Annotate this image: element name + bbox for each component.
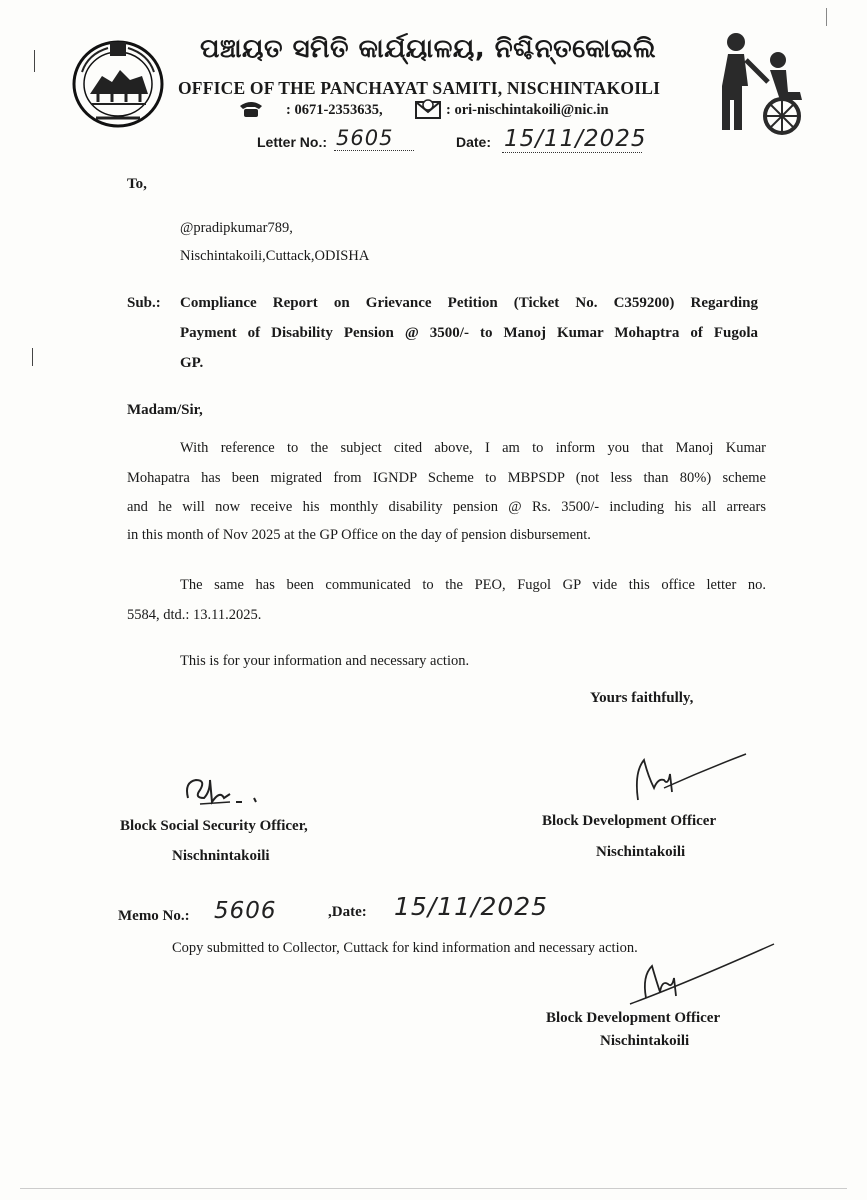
- para2-line2: 5584, dtd.: 13.11.2025.: [127, 607, 262, 623]
- odisha-emblem-icon: [68, 36, 168, 132]
- date-label: Date:: [456, 134, 492, 150]
- para1-line3: and he will now receive his monthly disability pension @ Rs. 3500/- including his all arrears: [127, 499, 766, 515]
- subject-line-1: Compliance Report on Grievance Petition (Ticket No. C359200) Regarding: [180, 295, 758, 311]
- para1-line4: in this month of Nov 2025 at the GP Office on the day of pension disbursement.: [127, 527, 591, 543]
- memo-date-value: 15/11/2025: [394, 892, 549, 921]
- subject-line-3: GP.: [180, 355, 204, 371]
- bdo-place: Nischintakoili: [596, 844, 686, 860]
- bsso-place: Nischnintakoili: [172, 848, 270, 864]
- closing-yours-faithfully: Yours faithfully,: [590, 690, 694, 706]
- recipient-address: Nischintakoili,Cuttack,ODISHA: [180, 248, 370, 264]
- phone-number: : 0671-2353635,: [286, 102, 383, 118]
- email-icon: [414, 98, 442, 120]
- subject-label: Sub.:: [127, 295, 161, 311]
- memo-bdo-place: Nischintakoili: [600, 1033, 690, 1049]
- page-edge: [20, 1188, 847, 1189]
- memo-date-label: ,Date:: [328, 904, 367, 920]
- para3: This is for your information and necessary action.: [180, 653, 470, 669]
- email-address: : ori-nischintakoili@nic.in: [446, 102, 609, 118]
- letter-no-value: 5605: [336, 126, 394, 150]
- letter-no-underline: [334, 150, 414, 151]
- bsso-title: Block Social Security Officer,: [120, 818, 308, 834]
- recipient-handle: @pradipkumar789,: [180, 220, 293, 236]
- date-underline: [502, 152, 642, 153]
- bdo-title: Block Development Officer: [542, 813, 717, 829]
- bsso-signature: [180, 772, 270, 812]
- copy-submitted-text: Copy submitted to Collector, Cuttack for kind information and necessary action.: [172, 940, 638, 956]
- to-label: To,: [127, 176, 147, 192]
- bdo-signature: [624, 752, 754, 808]
- date-value: 15/11/2025: [504, 126, 647, 152]
- margin-tick: [32, 348, 33, 366]
- office-title-english: OFFICE OF THE PANCHAYAT SAMITI, NISCHINTAKOILI: [178, 78, 661, 98]
- memo-no-value: 5606: [214, 898, 277, 924]
- memo-bdo-title: Block Development Officer: [546, 1010, 721, 1026]
- office-title-odia: ପଞ୍ଚାୟତ ସମିତି କାର୍ଯ୍ୟାଳୟ, ନିଶ୍ଚିନ୍ତକୋଇଲି: [200, 34, 657, 64]
- para1-line1: With reference to the subject cited above, I am to inform you that Manoj Kumar: [180, 440, 766, 456]
- contact-line: [238, 100, 264, 118]
- salutation: Madam/Sir,: [127, 402, 203, 418]
- disability-pension-logo-icon: [712, 30, 812, 140]
- para1-line2: Mohapatra has been migrated from IGNDP Scheme to MBPSDP (not less than 80%) scheme: [127, 470, 766, 486]
- memo-no-label: Memo No.:: [118, 908, 190, 924]
- para2-line1: The same has been communicated to the PEO, Fugol GP vide this office letter no.: [180, 577, 766, 593]
- telephone-icon: [238, 100, 264, 118]
- margin-tick: [34, 50, 35, 72]
- margin-tick: [826, 8, 827, 26]
- letter-no-label: Letter No.:: [257, 134, 327, 150]
- subject-line-2: Payment of Disability Pension @ 3500/- to Manoj Kumar Mohaptra of Fugola: [180, 325, 758, 341]
- bdo-memo-signature: [624, 940, 784, 1008]
